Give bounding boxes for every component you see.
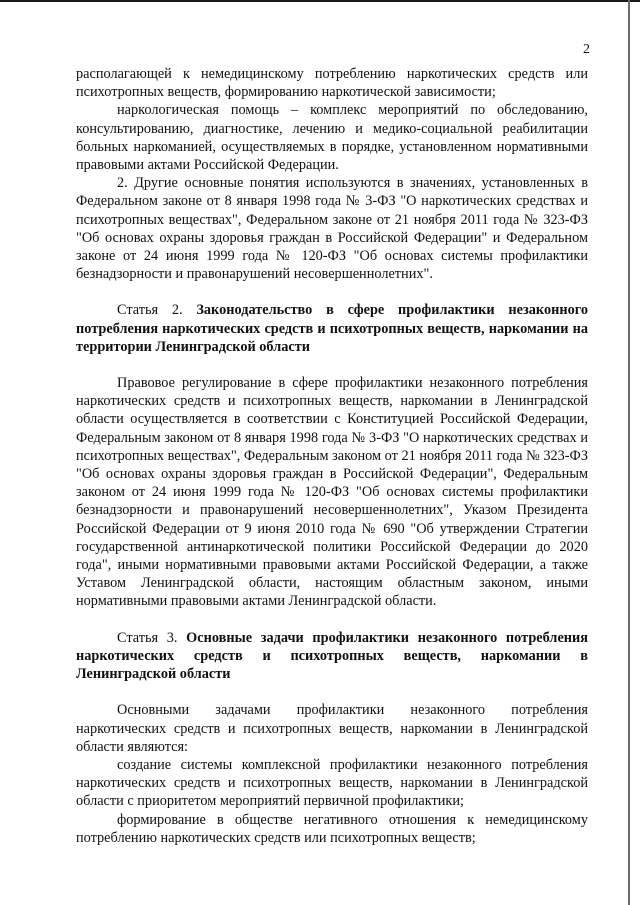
paragraph-1: располагающей к немедицинскому потреблению наркотических средств или психотропных веществ, формированию наркотической зависимости;: [76, 66, 588, 101]
paragraph-other-concepts: 2. Другие основные понятия используются в значениях, установленных в Федеральном законе от 8 января 1998 года № 3-ФЗ "О наркотических средствах и психотропных веществах", Федеральном законе от 21 ноября 2011 года № 323-ФЗ "Об основах охраны здоровья граждан в Российской Федерации" и Федеральном законе от 24 июня 1999 года № 120-ФЗ "Об основах системы профилактики безнадзорности и правонарушений несовершеннолетних".: [76, 175, 588, 283]
article-3-heading: [76, 629, 588, 684]
scan-right-edge: [628, 0, 630, 905]
paragraph-narcological-help: наркологическая помощь – комплекс мероприятий по обследованию, консультированию, диагностике, лечению и медико-социальной реабилитации больных наркоманией, осуществляемых в порядке, установленном нормативными правовыми актами Российской Федерации.: [76, 102, 588, 174]
page-number: 2: [583, 42, 590, 57]
paragraph-main-tasks: Основными задачами профилактики незаконного потребления наркотических средств и психотропных веществ, наркомании в Ленинградской области являются:: [76, 702, 588, 755]
scan-top-edge: [0, 0, 640, 2]
paragraph-task-system: создание системы комплексной профилактики незаконного потребления наркотических средств и психотропных веществ, наркомании в Ленинградской области с приоритетом мероприятий первичной профилактики;: [76, 756, 588, 810]
article-2-label: Статья 2.: [117, 302, 197, 319]
article-2-title: Законодательство в сфере профилактики незаконного потребления наркотических средств и психотропных веществ, наркомании на территории Ленинградской области: [76, 302, 588, 355]
paragraph-task-attitude: формирование в обществе негативного отношения к немедицинскому потреблению наркотических средств или психотропных веществ;: [76, 811, 588, 846]
document-body: [76, 65, 588, 847]
article-3-title: Основные задачи профилактики незаконного потребления наркотических средств и психотропных веществ, наркомании в Ленинградской области: [76, 629, 588, 683]
paragraph-legal-regulation: Правовое регулирование в сфере профилактики незаконного потребления наркотических средств и психотропных веществ, наркомании в Ленинградской области осуществляется в соответствии с Конституцией Российской Федерации, Федеральным законом от 8 января 1998 года № 3-ФЗ "О наркотических средствах и психотропных веществах", Федеральным законом от 21 ноября 2011 года № 323-ФЗ "Об основах охраны здоровья граждан в Российской Федерации", Федеральным законом от 24 июня 1999 года № 120-ФЗ "Об основах системы профилактики безнадзорности и правонарушений несовершеннолетних", Указом Президента Российской Федерации от 9 июня 2010 года № 690 "Об утверждении Стратегии государственной антинаркотической политики Российской Федерации до 2020 года", иными нормативными правовыми актами Российской Федерации, а также Уставом Ленинградской области, настоящим областным законом, иными нормативными правовыми актами Ленинградской области.: [76, 375, 588, 610]
article-3-label: Статья 3.: [117, 629, 187, 646]
article-2-heading: [76, 301, 588, 356]
